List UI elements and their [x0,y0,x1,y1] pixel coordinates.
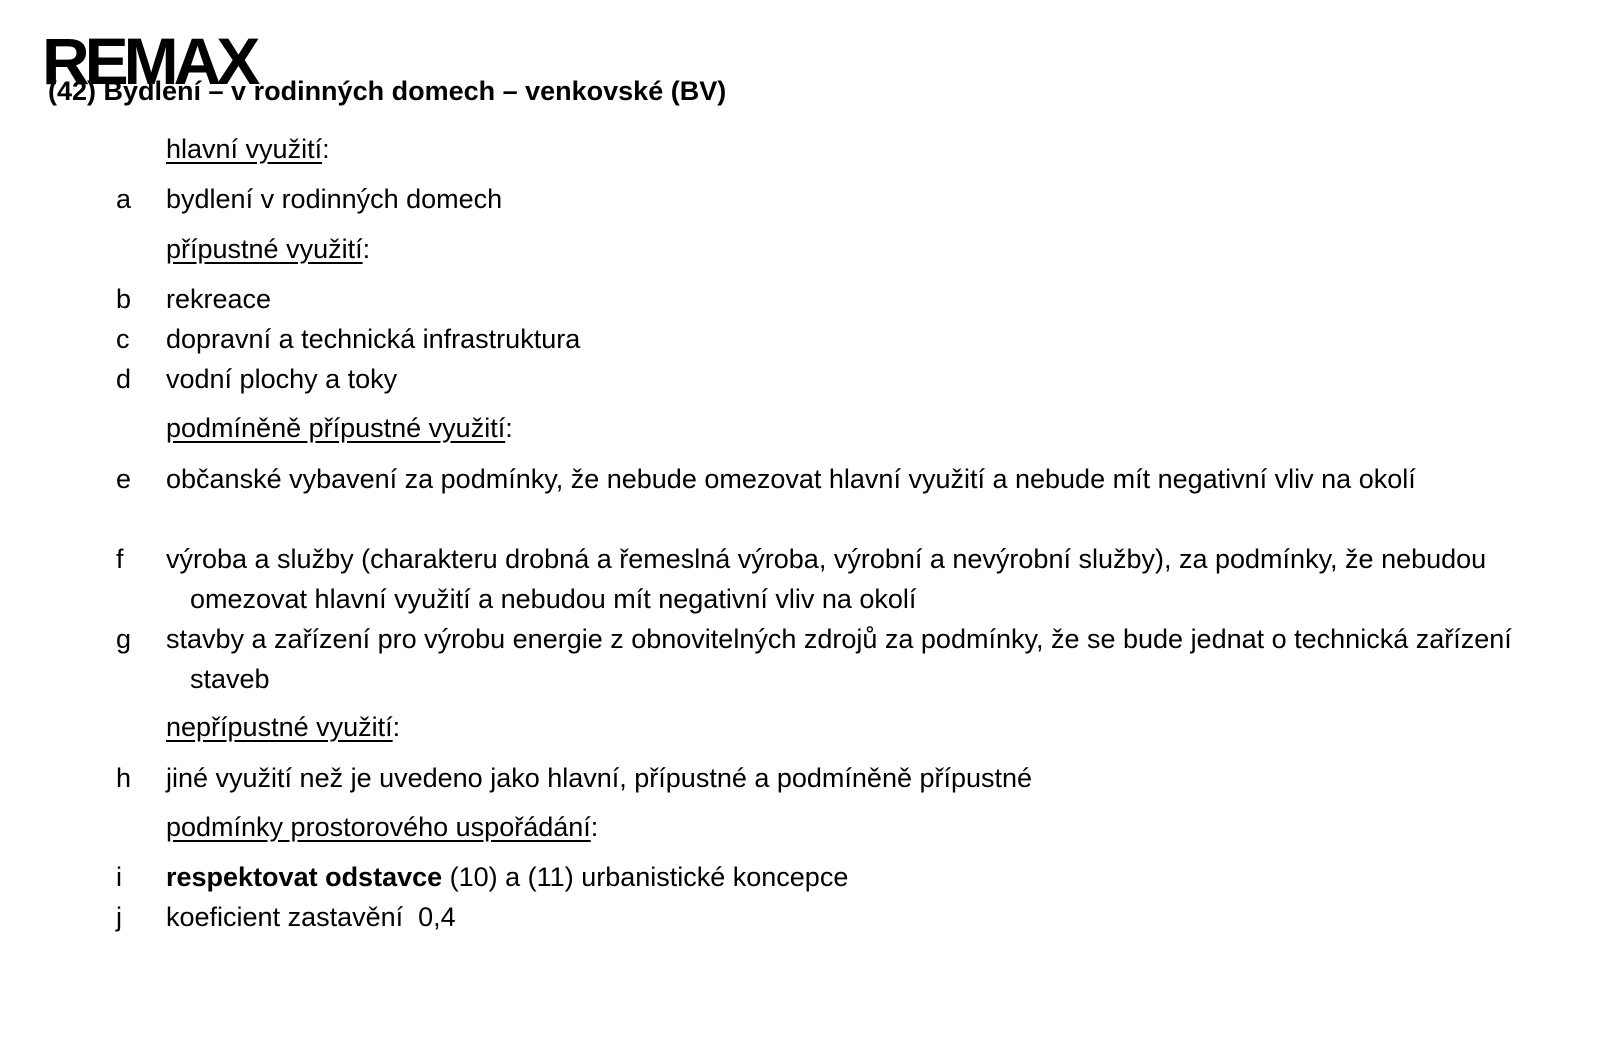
item-text: výroba a služby (charakteru drobná a řemeslná výroba, výrobní a nevýrobní služby), za podmínky, že nebudou omezovat hlavní využití a nebudou mít negativní vliv na okolí [166,544,1487,614]
item-text: vodní plochy a toky [166,364,398,394]
item-text: jiné využití než je uvedeno jako hlavní, přípustné a podmíněně přípustné [166,763,1033,793]
item-letter: i [116,862,122,892]
item-letter: e [116,464,132,494]
item-letter: f [116,544,124,574]
item-letter: j [116,902,122,932]
item-text: koeficient zastavění 0,4 [166,902,456,932]
list-item [116,459,1536,499]
section-heading-permitted-use: přípustné využití: [166,234,371,264]
section-heading-conditional-use: podmíněně přípustné využití: [166,413,513,443]
item-letter: d [116,364,132,394]
item-text: stavby a zařízení pro výrobu energie z obnovitelných zdrojů za podmínky, že se bude jednat o technická zařízení staveb [166,624,1512,694]
item-text: bydlení v rodinných domech [166,184,503,214]
list-item [116,897,1536,937]
item-letter: g [116,624,132,654]
item-text: respektovat odstavce (10) a (11) urbanistické koncepce [166,862,849,892]
section-heading-spatial-conditions: podmínky prostorového uspořádání: [166,812,599,842]
list-item [116,319,1536,359]
list-item [116,179,1536,219]
item-letter: a [116,184,132,214]
list-item [116,758,1536,798]
page-title: (42) Bydlení – v rodinných domech – venkovské (BV) [48,76,727,106]
list-item [116,857,1536,897]
list-item [116,619,1536,699]
remax-logo: REMAX [42,24,256,98]
list-item [116,359,1536,399]
item-letter: h [116,763,132,793]
section-heading-main-use: hlavní využití: [166,134,330,164]
item-text: občanské vybavení za podmínky, že nebude omezovat hlavní využití a nebude mít negativní vliv na okolí [166,464,1416,494]
section-heading-prohibited-use: nepřípustné využití: [166,712,401,742]
item-letter: b [116,284,132,314]
item-text: rekreace [166,284,272,314]
item-text: dopravní a technická infrastruktura [166,324,581,354]
list-item [116,279,1536,319]
list-item [116,539,1536,619]
item-letter: c [116,324,130,354]
